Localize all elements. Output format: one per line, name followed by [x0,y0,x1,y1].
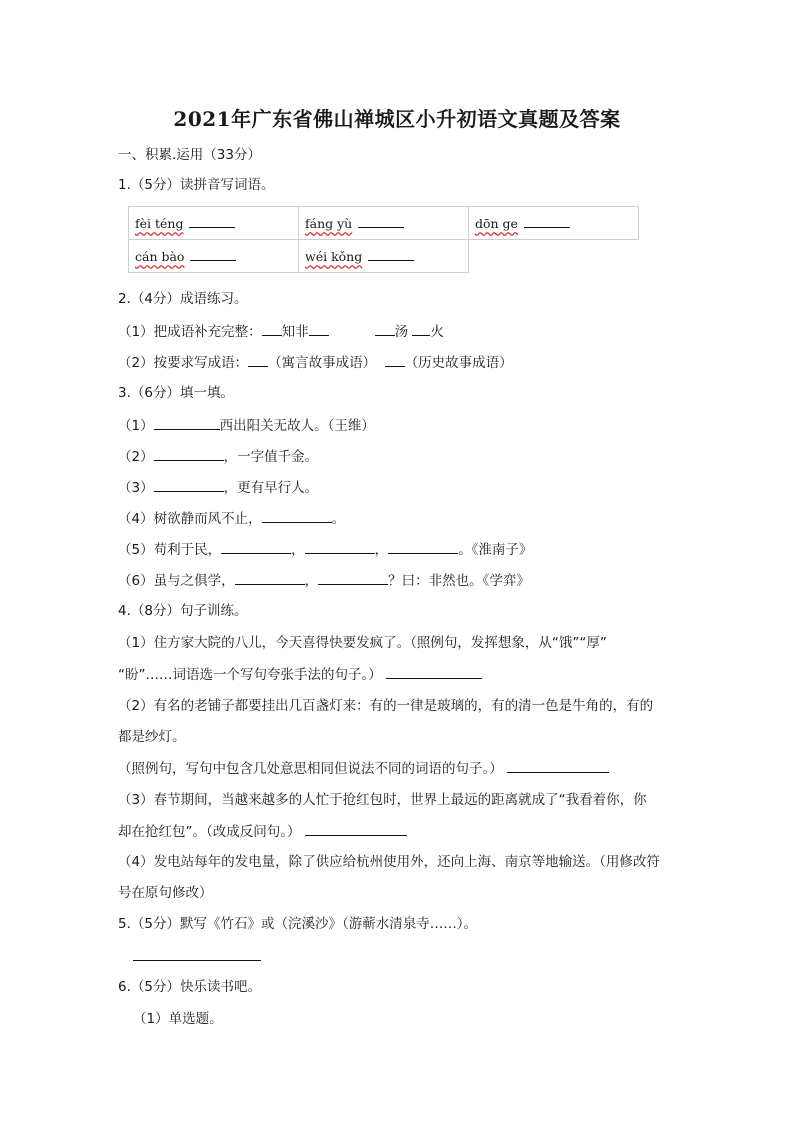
q2-text: 汤 [394,324,409,340]
pinyin-table [128,206,639,273]
answer-blank[interactable] [375,321,395,336]
q2-line-1 [118,321,444,342]
page-title: 2021年广东省佛山禅城区小升初语文真题及答案 [173,107,621,131]
q4-s4-line-b: 号在原句修改） [118,885,213,901]
pinyin-word: wéi kǒng [305,249,363,264]
q2-text: 火 [430,324,444,340]
q3-text: （5）苟利于民， [118,542,222,558]
answer-blank[interactable] [189,215,235,228]
pinyin-cell [469,207,639,240]
q2-heading: 2.（4分）成语练习。 [118,291,248,307]
q3-text: ，更有早行人。 [223,480,319,496]
answer-blank[interactable] [154,446,224,461]
q3-text: 。 [331,511,346,527]
q3-text: （1） [118,418,154,434]
q4-s1-line-b [118,664,482,685]
answer-blank[interactable] [385,352,405,367]
answer-blank[interactable] [507,758,609,773]
q2-text: （1）把成语补充完整： [118,324,262,340]
q2-text: （2）按要求写成语： [118,355,249,371]
answer-blank[interactable] [412,321,430,336]
answer-blank[interactable] [221,539,291,554]
q3-text: （4）树欲静而风不止， [118,511,262,527]
q3-text: （3） [118,480,154,496]
answer-blank[interactable] [235,570,305,585]
q2-text: （寓言故事成语） [268,355,377,371]
q3-heading: 3.（6分）填一填。 [118,385,234,401]
q3-line-6 [118,570,530,591]
answer-blank[interactable] [309,321,329,336]
q4-heading: 4.（8分）句子训练。 [118,603,248,619]
q4-s2-line-c [118,758,609,779]
answer-blank[interactable] [262,508,332,523]
q3-text: ， [374,542,389,558]
q3-text: ， [304,573,319,589]
answer-blank[interactable] [388,539,458,554]
q4-s2-line-a: （2）有名的老铺子都要挂出几百盏灯来：有的一律是玻璃的，有的清一色是牛角的，有的 [118,698,654,714]
q4-s3-line-b [118,821,407,842]
q2-text: 知非 [281,324,309,340]
q3-text: ， [291,542,305,558]
q4-text: “盼”……词语选一个写句夸张手法的句子。） [118,667,382,683]
pinyin-cell [129,207,299,240]
q3-text: （6）虽与之俱学， [118,573,235,589]
q3-text: （2） [118,449,154,465]
pinyin-word: cán bào [135,249,185,264]
q5-answer-line [133,946,261,967]
q3-line-5 [118,539,532,560]
answer-blank[interactable] [368,248,414,261]
q4-s4-line-a: （4）发电站每年的发电量，除了供应给杭州使用外，还向上海、南京等地输送。（用修改符 [118,854,660,870]
pinyin-word: dōn ge [475,216,518,231]
answer-blank[interactable] [524,215,570,228]
empty-cell [469,240,639,273]
q1-heading: 1.（5分）读拼音写词语。 [118,177,275,193]
q3-text: 西出阳关无故人。（王维） [219,418,375,434]
q4-text: 却在抢红包”。（改成反问句。） [118,824,301,840]
q5-heading: 5.（5分）默写《竹石》或（浣溪沙》（游蕲水清泉寺……）。 [118,916,477,932]
answer-blank[interactable] [318,570,388,585]
q2-text: （历史故事成语） [404,355,513,371]
answer-blank[interactable] [358,215,404,228]
answer-blank[interactable] [190,248,236,261]
q3-text: 。《淮南子》 [458,542,533,558]
pinyin-cell [299,240,469,273]
q6-subheading: （1）单选题。 [133,1011,223,1027]
answer-blank[interactable] [154,415,220,430]
q3-line-2 [118,446,318,467]
answer-blank[interactable] [133,946,261,961]
q3-line-3 [118,477,318,498]
answer-blank[interactable] [386,664,482,679]
answer-blank[interactable] [248,352,268,367]
answer-blank[interactable] [305,821,407,836]
q3-line-4 [118,508,345,529]
answer-blank[interactable] [262,321,282,336]
section-heading: 一、积累.运用（33分） [118,147,261,163]
q6-heading: 6.（5分）快乐读书吧。 [118,979,261,995]
pinyin-cell [129,240,299,273]
q3-text: ？曰：非然也。《学弈》 [388,573,530,589]
q4-s3-line-a: （3）春节期间，当越来越多的人忙于抢红包时，世界上最远的距离就成了“我看着你，你 [118,792,647,808]
q3-line-1 [118,415,375,436]
pinyin-word: fèi téng [135,216,184,231]
pinyin-word: fáng yù [305,216,353,231]
q4-s2-line-b: 都是纱灯。 [118,729,186,745]
q2-line-2 [118,352,513,373]
q4-text: （照例句，写句中包含几处意思相同但说法不同的词语的句子。） [118,761,503,777]
answer-blank[interactable] [154,477,224,492]
answer-blank[interactable] [305,539,375,554]
pinyin-cell [299,207,469,240]
q3-text: ，一字值千金。 [223,449,319,465]
q4-s1-line-a: （1）住方家大院的八儿，今天喜得快要发疯了。（照例句，发挥想象，从“饿”“厚” [118,635,607,651]
